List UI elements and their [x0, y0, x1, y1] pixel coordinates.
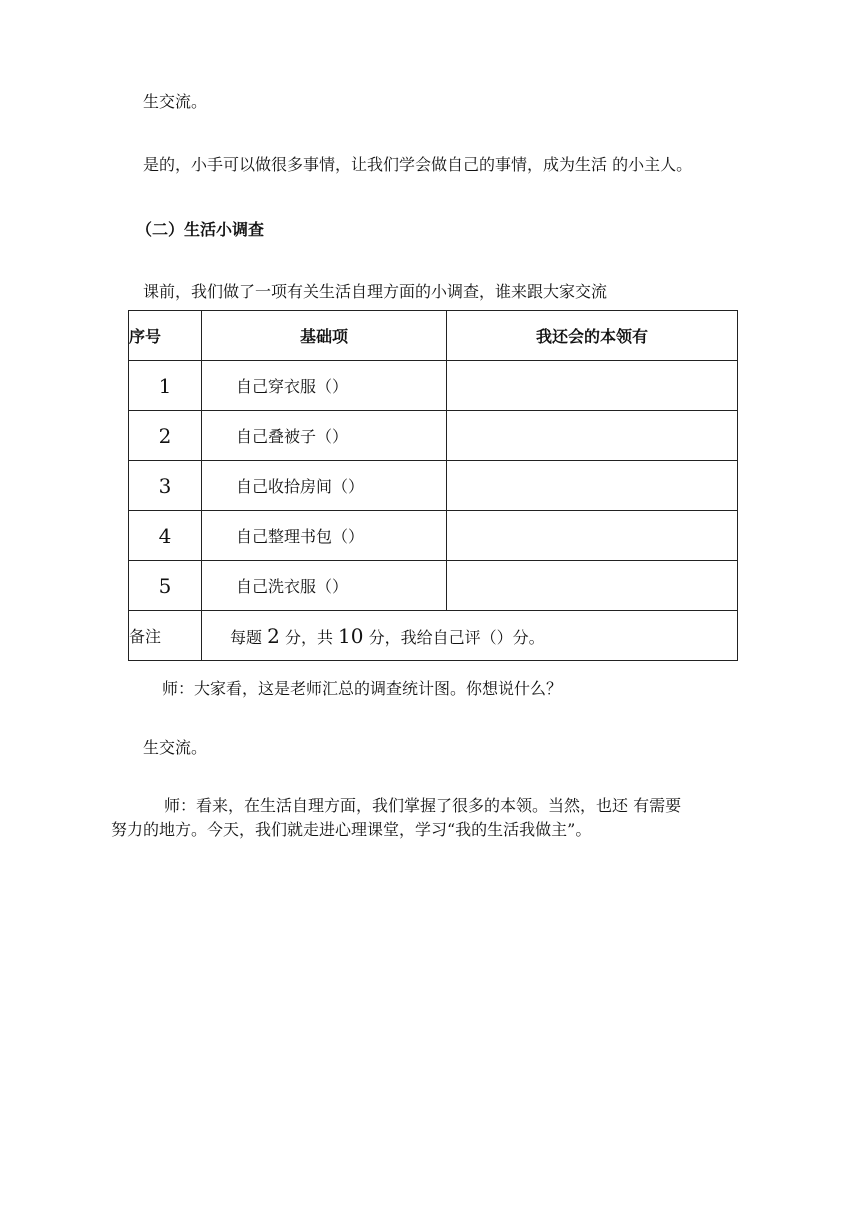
table-row — [129, 461, 738, 511]
row-number: 3 — [129, 461, 202, 511]
row-item: 自己洗衣服（） — [202, 561, 447, 611]
table-row — [129, 361, 738, 411]
paragraph-teacher-chart: 师：大家看，这是老师汇总的调查统计图。你想说什么？ — [162, 679, 563, 698]
paragraph-teacher-conclusion-line2: 努力的地方。今天，我们就走进心理课堂，学习“我的生活我做主”。 — [111, 820, 592, 839]
row-more-cell — [447, 411, 738, 461]
row-more-cell — [447, 511, 738, 561]
paragraph-survey-intro: 课前，我们做了一项有关生活自理方面的小调查，谁来跟大家交流 — [143, 282, 608, 301]
row-more-cell — [447, 361, 738, 411]
survey-table — [128, 310, 738, 661]
header-seq: 序号 — [129, 311, 202, 361]
section-heading-life-survey: （二）生活小调查 — [136, 220, 265, 239]
paragraph-teacher-conclusion-line1: 师：看来，在生活自理方面，我们掌握了很多的本领。当然，也还 有需要 — [164, 796, 682, 815]
row-number: 2 — [129, 411, 202, 461]
table-row — [129, 561, 738, 611]
paragraph-student-exchange-1: 生交流。 — [143, 92, 208, 111]
table-note-row — [129, 611, 738, 661]
note-score-total: 10 — [338, 623, 364, 648]
row-number: 5 — [129, 561, 202, 611]
row-item: 自己收拾房间（） — [202, 461, 447, 511]
table-header-row — [129, 311, 738, 361]
note-text — [202, 611, 738, 661]
note-text-b: 分，共 — [284, 627, 333, 647]
paragraph-little-hands: 是的，小手可以做很多事情，让我们学会做自己的事情，成为生活 的小主人。 — [143, 155, 693, 174]
note-text-a: 每题 — [230, 627, 263, 647]
header-more-skills: 我还会的本领有 — [447, 311, 738, 361]
table-row — [129, 411, 738, 461]
note-score-each: 2 — [267, 623, 280, 648]
row-more-cell — [447, 561, 738, 611]
row-more-cell — [447, 461, 738, 511]
row-number: 4 — [129, 511, 202, 561]
row-number: 1 — [129, 361, 202, 411]
table-row — [129, 511, 738, 561]
header-base-items: 基础项 — [202, 311, 447, 361]
row-item: 自己整理书包（） — [202, 511, 447, 561]
note-label: 备注 — [129, 611, 202, 661]
row-item: 自己叠被子（） — [202, 411, 447, 461]
row-item: 自己穿衣服（） — [202, 361, 447, 411]
note-text-c: 分，我给自己评（）分。 — [368, 627, 545, 647]
paragraph-student-exchange-2: 生交流。 — [143, 738, 208, 757]
